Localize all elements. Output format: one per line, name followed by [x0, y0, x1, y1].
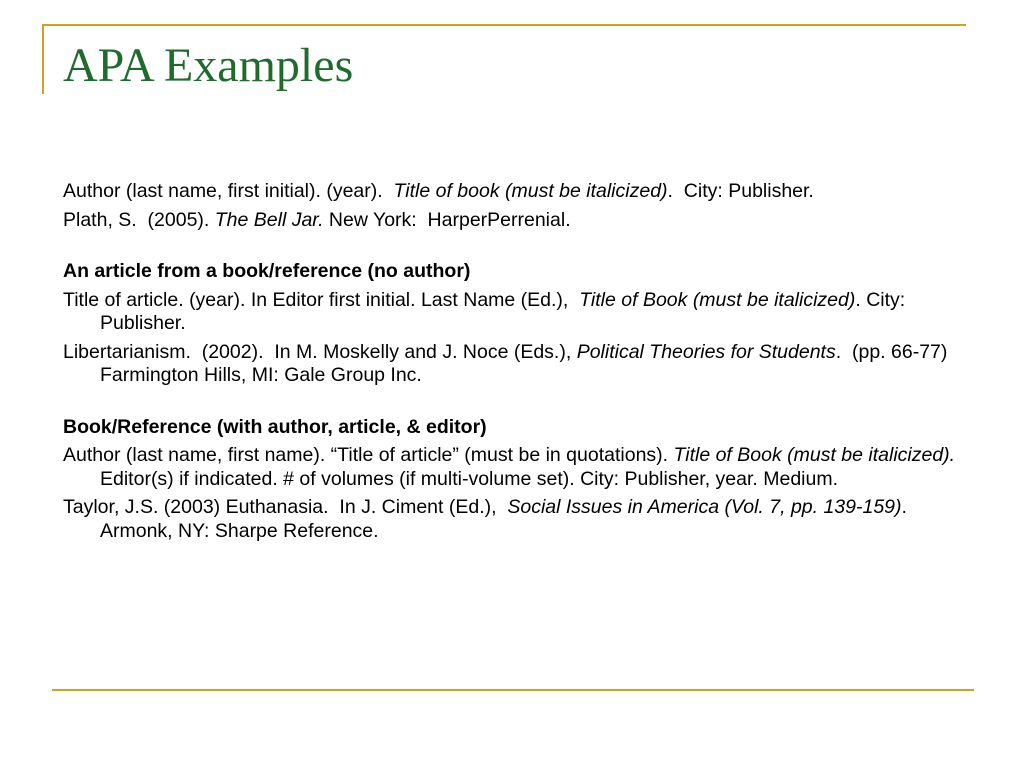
article-format-tail: . City: Publisher. — [100, 288, 906, 334]
reference-example-italic: Social Issues in America (Vol. 7, pp. 139-159) — [507, 496, 902, 518]
article-example-tail: . (pp. 66-77) Farmington Hills, MI: Gale Group Inc. — [100, 340, 953, 386]
book-format-italic: Title of book (must be italicized) — [393, 180, 668, 202]
section-spacer — [63, 237, 968, 260]
reference-format-entry — [63, 444, 968, 491]
book-example-text: Plath, S. (2005). — [63, 208, 215, 231]
slide-title: APA Examples — [63, 39, 354, 92]
reference-example-entry — [63, 496, 968, 543]
article-format-text: Title of article. (year). In Editor first initial. Last Name (Ed.), — [63, 288, 580, 311]
article-no-author-heading: An article from a book/reference (no author) — [63, 260, 471, 282]
top-frame-line — [42, 24, 966, 26]
book-example-entry — [63, 209, 968, 233]
left-frame-line — [42, 24, 44, 94]
bottom-frame-line — [52, 689, 974, 691]
reference-format-tail: Editor(s) if indicated. # of volumes (if multi-volume set). City: Publisher, year. Medium. — [100, 467, 839, 490]
reference-example-tail: . Armonk, NY: Sharpe Reference. — [100, 496, 913, 542]
book-format-tail: . City: Publisher. — [667, 180, 814, 202]
article-example-italic: Political Theories for Students — [576, 340, 836, 363]
reference-example-text: Taylor, J.S. (2003) Euthanasia. In J. Ciment (Ed.), — [63, 496, 508, 518]
book-format-text: Author (last name, first initial). (year). — [63, 180, 394, 202]
slide-content — [63, 180, 968, 548]
book-example-italic: The Bell Jar. — [214, 208, 324, 231]
section-spacer — [63, 393, 968, 416]
book-format-entry — [63, 180, 968, 204]
book-reference-heading: Book/Reference (with author, article, & editor) — [63, 415, 487, 438]
book-example-tail: New York: HarperPerrenial. — [323, 208, 571, 231]
article-example-text: Libertarianism. (2002). In M. Moskelly and J. Noce (Eds.), — [63, 340, 577, 363]
article-format-entry — [63, 289, 968, 336]
article-format-italic: Title of Book (must be italicized) — [579, 288, 856, 311]
reference-format-italic: Title of Book (must be italicized). — [673, 444, 956, 466]
article-example-entry — [63, 341, 968, 388]
reference-format-text: Author (last name, first name). “Title of article” (must be in quotations). — [63, 444, 674, 466]
